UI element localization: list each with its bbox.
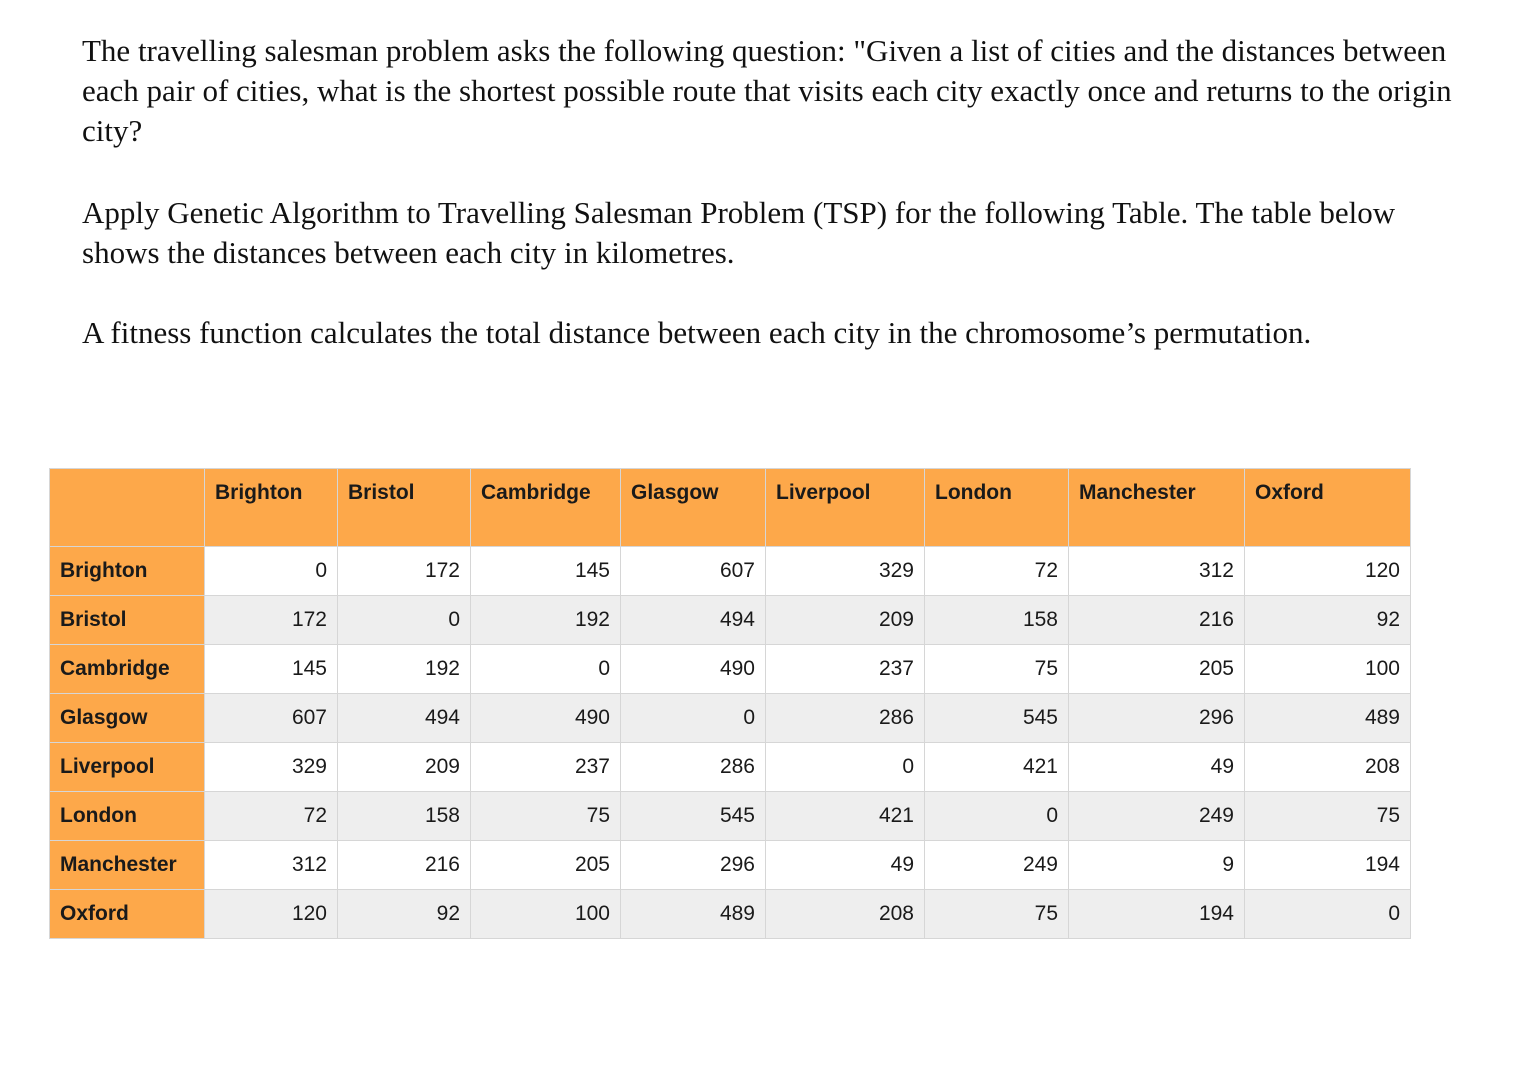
distance-cell: 607 (621, 547, 766, 596)
row-header: Brighton (50, 547, 205, 596)
task-description-paragraph (82, 193, 1462, 273)
distance-cell: 75 (925, 645, 1069, 694)
table-row (50, 645, 1411, 694)
distance-cell: 49 (766, 841, 925, 890)
distance-cell: 120 (1245, 547, 1411, 596)
fitness-function-paragraph (82, 313, 1462, 353)
table-row (50, 694, 1411, 743)
distance-cell: 72 (205, 792, 338, 841)
distance-cell: 192 (471, 596, 621, 645)
distance-cell: 208 (766, 890, 925, 939)
distance-cell: 75 (471, 792, 621, 841)
corner-cell (50, 469, 205, 547)
distance-cell: 120 (205, 890, 338, 939)
distance-cell: 286 (766, 694, 925, 743)
distance-cell: 329 (205, 743, 338, 792)
column-header: Oxford (1245, 469, 1411, 547)
distance-cell: 172 (205, 596, 338, 645)
distance-cell: 0 (205, 547, 338, 596)
distance-cell: 0 (925, 792, 1069, 841)
row-header: Liverpool (50, 743, 205, 792)
table-header-row (50, 469, 1411, 547)
distance-cell: 72 (925, 547, 1069, 596)
distance-cell: 0 (1245, 890, 1411, 939)
distance-cell: 75 (925, 890, 1069, 939)
distance-cell: 296 (621, 841, 766, 890)
column-header: Brighton (205, 469, 338, 547)
column-header: London (925, 469, 1069, 547)
distance-cell: 216 (338, 841, 471, 890)
distance-cell: 49 (1069, 743, 1245, 792)
distance-cell: 545 (925, 694, 1069, 743)
distance-cell: 145 (205, 645, 338, 694)
row-header: Bristol (50, 596, 205, 645)
distance-cell: 172 (338, 547, 471, 596)
row-header: Manchester (50, 841, 205, 890)
distance-cell: 0 (338, 596, 471, 645)
problem-statement-paragraph (82, 31, 1462, 151)
row-header: Glasgow (50, 694, 205, 743)
distance-cell: 237 (766, 645, 925, 694)
distance-cell: 296 (1069, 694, 1245, 743)
row-header: Oxford (50, 890, 205, 939)
distance-cell: 249 (1069, 792, 1245, 841)
distance-cell: 329 (766, 547, 925, 596)
distance-cell: 216 (1069, 596, 1245, 645)
column-header: Liverpool (766, 469, 925, 547)
distance-cell: 205 (1069, 645, 1245, 694)
distance-cell: 421 (925, 743, 1069, 792)
distance-cell: 421 (766, 792, 925, 841)
distance-cell: 158 (338, 792, 471, 841)
distance-cell: 237 (471, 743, 621, 792)
column-header: Bristol (338, 469, 471, 547)
distance-table-container (49, 468, 1411, 939)
distance-cell: 100 (1245, 645, 1411, 694)
distance-cell: 494 (338, 694, 471, 743)
distance-cell: 0 (471, 645, 621, 694)
distance-cell: 490 (471, 694, 621, 743)
distance-cell: 92 (338, 890, 471, 939)
distance-cell: 286 (621, 743, 766, 792)
table-row (50, 743, 1411, 792)
distance-cell: 489 (1245, 694, 1411, 743)
distance-cell: 208 (1245, 743, 1411, 792)
table-row (50, 596, 1411, 645)
distance-cell: 75 (1245, 792, 1411, 841)
distance-cell: 209 (766, 596, 925, 645)
distance-cell: 0 (766, 743, 925, 792)
distance-cell: 494 (621, 596, 766, 645)
distance-cell: 92 (1245, 596, 1411, 645)
distance-cell: 158 (925, 596, 1069, 645)
distance-cell: 100 (471, 890, 621, 939)
row-header: London (50, 792, 205, 841)
distance-cell: 194 (1069, 890, 1245, 939)
distance-cell: 205 (471, 841, 621, 890)
distance-cell: 489 (621, 890, 766, 939)
distance-cell: 607 (205, 694, 338, 743)
paragraph-text: Apply Genetic Algorithm to Travelling Salesman Problem (TSP) for the following Table. The table below shows the distances between each city in kilometres. (82, 195, 1396, 270)
column-header: Cambridge (471, 469, 621, 547)
row-header: Cambridge (50, 645, 205, 694)
distance-cell: 194 (1245, 841, 1411, 890)
paragraph-text: The travelling salesman problem asks the following question: "Given a list of cities and the distances between each pair of cities, what is the shortest possible route that visits each city exactly once and returns to the origin city? (82, 33, 1452, 148)
column-header: Manchester (1069, 469, 1245, 547)
distance-cell: 0 (621, 694, 766, 743)
distance-cell: 192 (338, 645, 471, 694)
table-row (50, 547, 1411, 596)
table-row (50, 890, 1411, 939)
distance-cell: 209 (338, 743, 471, 792)
distance-table (49, 468, 1411, 939)
distance-cell: 490 (621, 645, 766, 694)
column-header: Glasgow (621, 469, 766, 547)
distance-cell: 249 (925, 841, 1069, 890)
distance-cell: 312 (1069, 547, 1245, 596)
distance-cell: 312 (205, 841, 338, 890)
table-row (50, 841, 1411, 890)
table-row (50, 792, 1411, 841)
distance-cell: 545 (621, 792, 766, 841)
distance-cell: 9 (1069, 841, 1245, 890)
paragraph-text: A fitness function calculates the total distance between each city in the chromosome’s permutation. (82, 315, 1312, 350)
distance-cell: 145 (471, 547, 621, 596)
